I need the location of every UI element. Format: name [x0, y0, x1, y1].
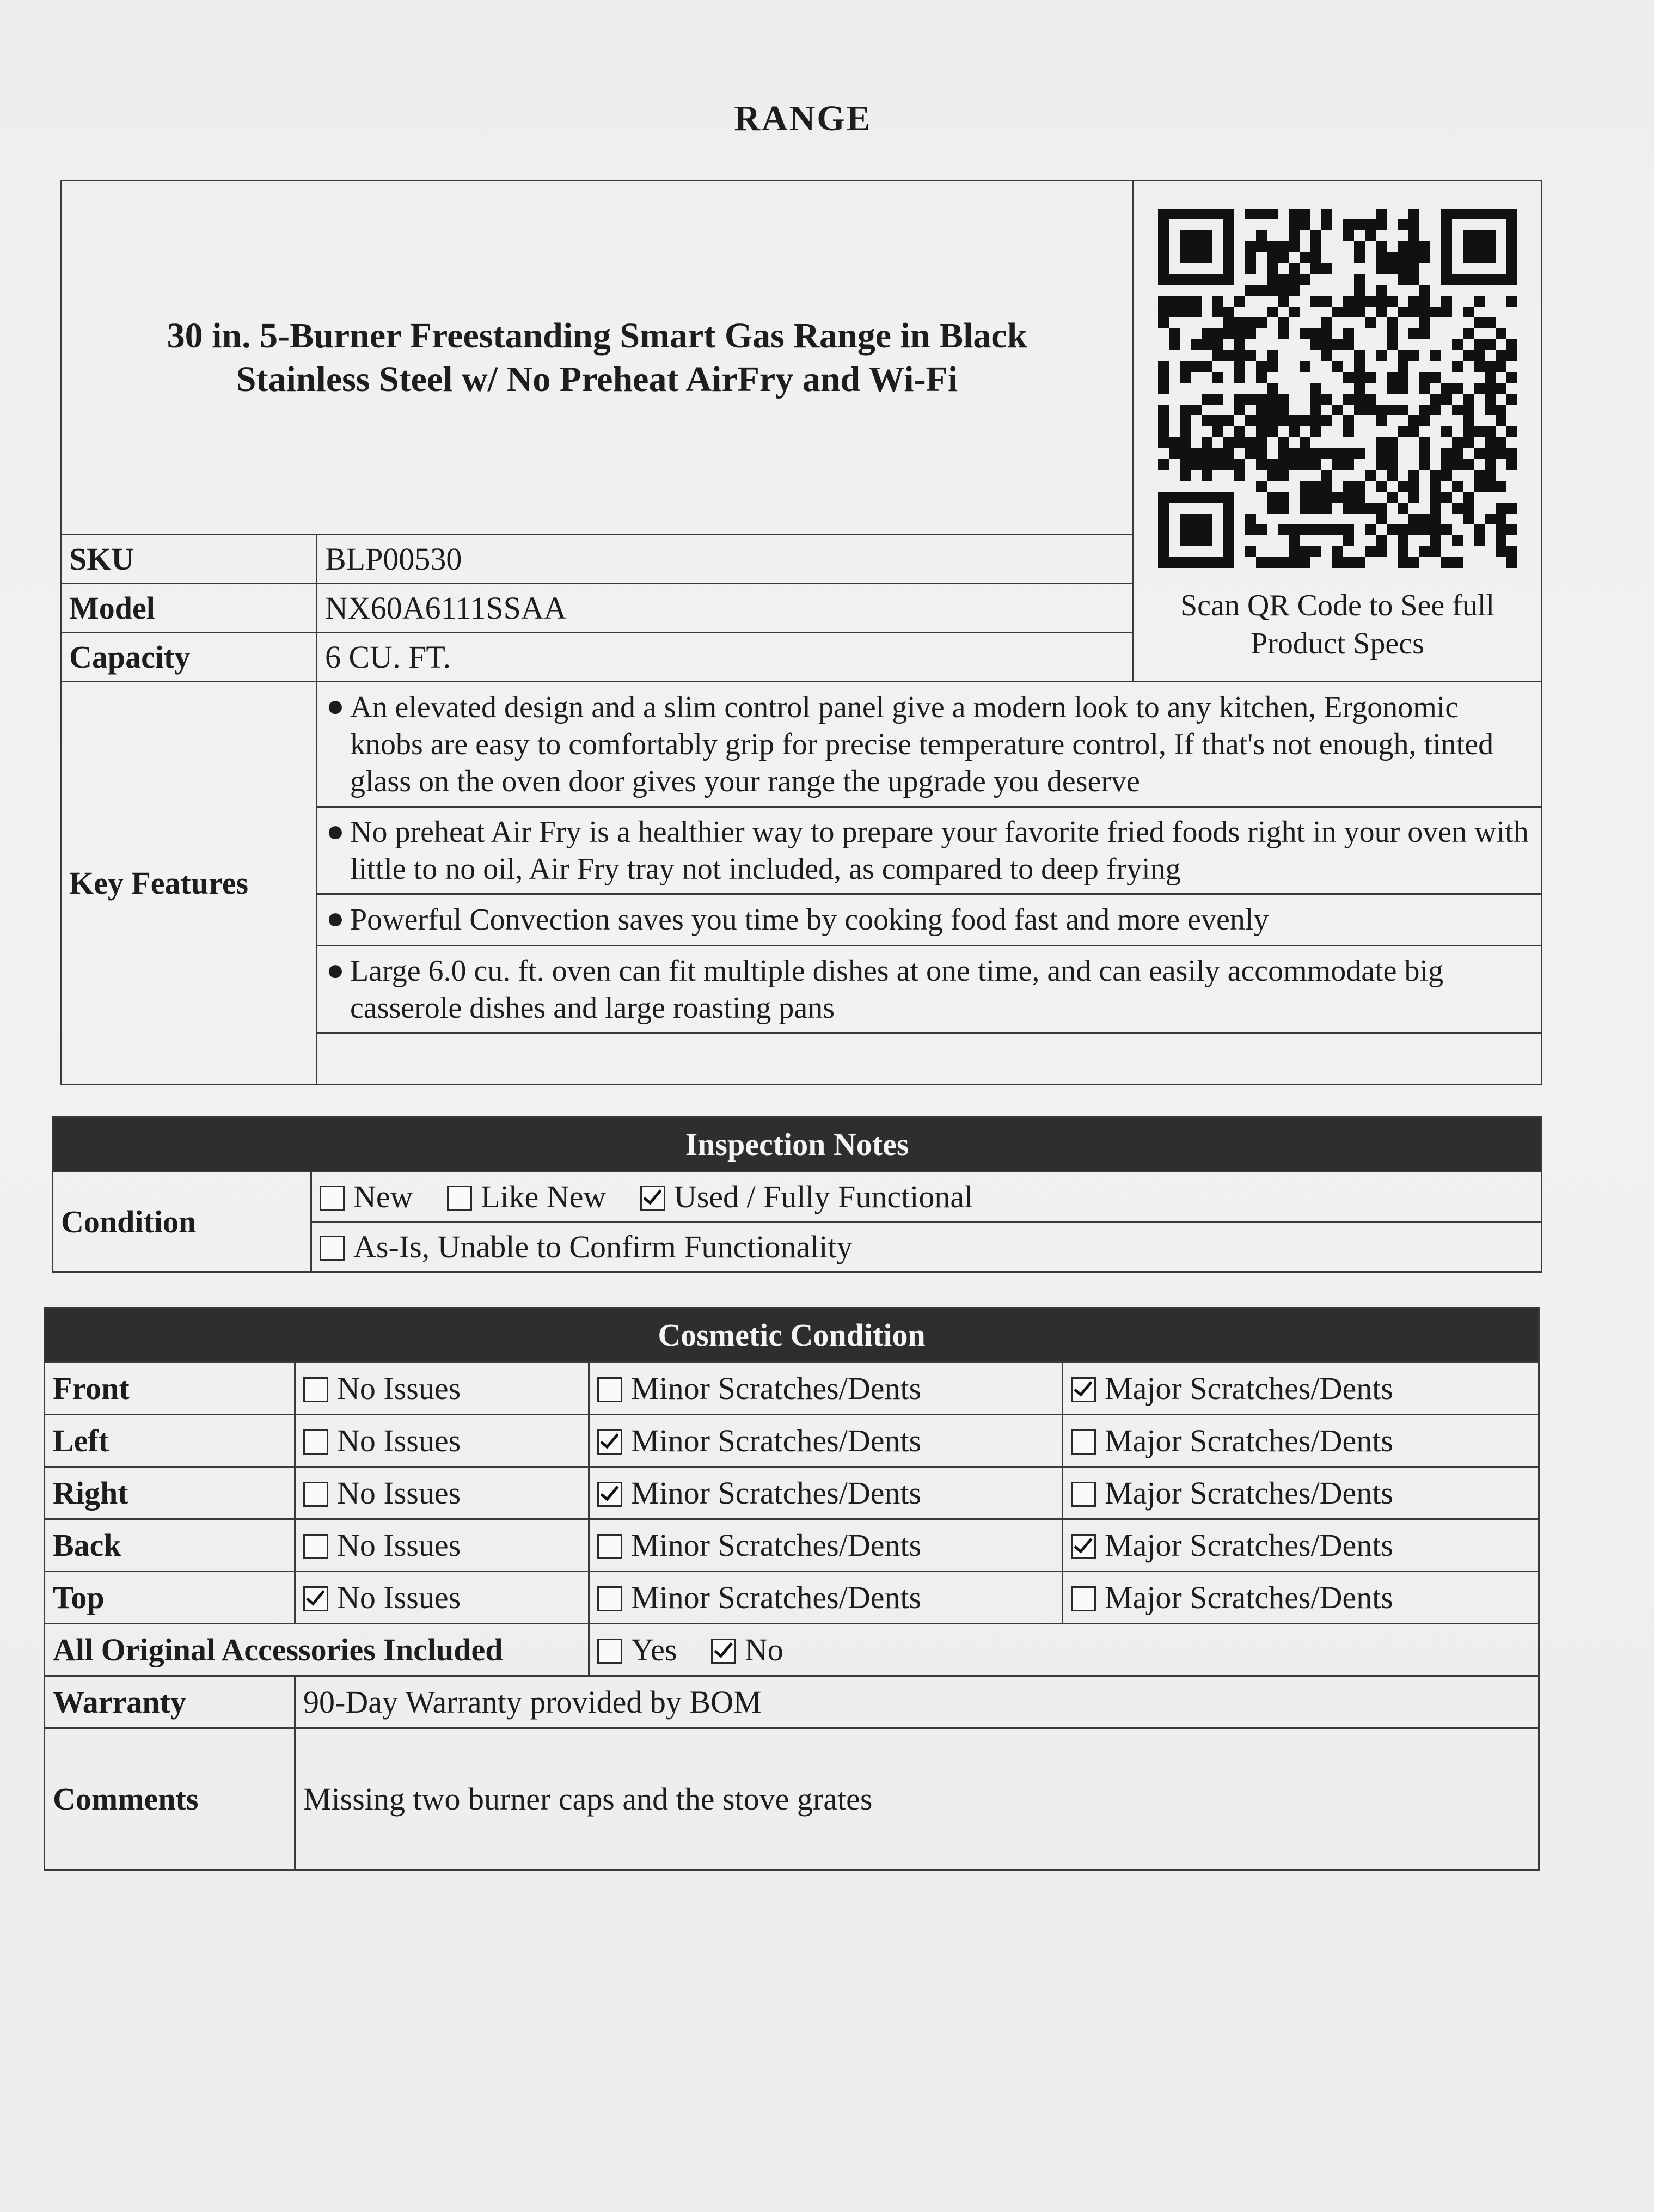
- key-feature-text: Powerful Convection saves you time by cooking food fast and more evenly: [350, 903, 1269, 937]
- condition-as-is-option[interactable]: [320, 1229, 853, 1264]
- accessories-yes-label: Yes: [631, 1632, 677, 1667]
- condition-used-label: Used / Fully Functional: [673, 1179, 973, 1214]
- option-label: Major Scratches/Dents: [1105, 1371, 1393, 1406]
- checkbox-new[interactable]: [320, 1186, 345, 1211]
- qr-code[interactable]: [1158, 209, 1517, 568]
- checkbox-front-none[interactable]: [303, 1377, 328, 1402]
- key-feature-item: [317, 894, 1542, 946]
- product-title-line1: 30 in. 5-Burner Freestanding Smart Gas Range in Black: [167, 315, 1027, 356]
- checkbox-front-minor[interactable]: [597, 1377, 622, 1402]
- option-label: Major Scratches/Dents: [1105, 1580, 1393, 1615]
- condition-label: Condition: [53, 1172, 311, 1272]
- condition-options-row: [311, 1172, 1542, 1222]
- checkbox-accessories-no[interactable]: [711, 1639, 736, 1664]
- accessories-label: All Original Accessories Included: [45, 1624, 589, 1676]
- checkbox-top-major[interactable]: [1071, 1586, 1096, 1611]
- option-label: No Issues: [337, 1527, 461, 1563]
- capacity-value: 6 CU. FT.: [317, 633, 1134, 682]
- option-label: Major Scratches/Dents: [1105, 1527, 1393, 1563]
- condition-as-is-label: As-Is, Unable to Confirm Functionality: [353, 1229, 853, 1264]
- bullet-icon: ●: [326, 902, 345, 936]
- option-label: Minor Scratches/Dents: [631, 1423, 922, 1458]
- key-feature-text: An elevated design and a slim control panel give a modern look to any kitchen, Ergonomic knobs are easy to comfortably grip for precise temperature control, If that's not enough, tinted glass on the oven door gives your range the upgrade you deserve: [350, 690, 1494, 798]
- condition-like-new-option[interactable]: [447, 1179, 606, 1214]
- key-feature-empty: [317, 1033, 1542, 1085]
- capacity-label: Capacity: [61, 633, 317, 682]
- bullet-icon: ●: [326, 954, 345, 987]
- condition-as-is-row: [311, 1222, 1542, 1272]
- checkbox-left-minor[interactable]: [597, 1429, 622, 1455]
- key-feature-item: [317, 682, 1542, 807]
- key-feature-item: [317, 807, 1542, 894]
- inspection-table: [52, 1116, 1542, 1273]
- checkbox-used[interactable]: [640, 1186, 665, 1211]
- option-label: Minor Scratches/Dents: [631, 1580, 922, 1615]
- qr-caption-line1: Scan QR Code to See full: [1180, 589, 1495, 622]
- accessories-yes-option[interactable]: [597, 1632, 677, 1667]
- checkbox-right-minor[interactable]: [597, 1482, 622, 1507]
- product-title-line2: Stainless Steel w/ No Preheat AirFry and Wi-Fi: [236, 359, 958, 399]
- checkbox-back-major[interactable]: [1071, 1534, 1096, 1559]
- option-label: No Issues: [337, 1423, 461, 1458]
- option-label: Minor Scratches/Dents: [631, 1475, 922, 1511]
- checkbox-back-minor[interactable]: [597, 1534, 622, 1559]
- key-feature-text: Large 6.0 cu. ft. oven can fit multiple dishes at one time, and can easily accommodate big casserole dishes and large roasting pans: [350, 954, 1444, 1025]
- cosmetic-row-right: [45, 1467, 1539, 1519]
- right-label: Right: [45, 1467, 295, 1519]
- option-label: Minor Scratches/Dents: [631, 1371, 922, 1406]
- checkbox-left-none[interactable]: [303, 1429, 328, 1455]
- key-feature-item: [317, 946, 1542, 1033]
- cosmetic-table: [44, 1307, 1540, 1871]
- checkbox-front-major[interactable]: [1071, 1377, 1096, 1402]
- condition-used-option[interactable]: [640, 1179, 973, 1214]
- bullet-icon: ●: [326, 689, 345, 723]
- top-label: Top: [45, 1572, 295, 1624]
- option-label: No Issues: [337, 1475, 461, 1511]
- condition-like-new-label: Like New: [481, 1179, 607, 1214]
- warranty-value: 90-Day Warranty provided by BOM: [295, 1676, 1539, 1728]
- accessories-no-label: No: [744, 1632, 783, 1667]
- checkbox-back-none[interactable]: [303, 1534, 328, 1559]
- checkbox-top-none[interactable]: [303, 1586, 328, 1611]
- product-title: [61, 181, 1134, 535]
- checkbox-right-major[interactable]: [1071, 1482, 1096, 1507]
- cosmetic-row-front: [45, 1362, 1539, 1415]
- option-label: No Issues: [337, 1580, 461, 1615]
- inspection-header: Inspection Notes: [53, 1117, 1542, 1172]
- checkbox-as-is[interactable]: [320, 1236, 345, 1261]
- condition-new-option[interactable]: [320, 1179, 413, 1214]
- checkbox-accessories-yes[interactable]: [597, 1639, 622, 1664]
- checkbox-left-major[interactable]: [1071, 1429, 1096, 1455]
- qr-code-cell: [1134, 181, 1542, 682]
- warranty-row: [45, 1676, 1539, 1728]
- checkbox-right-none[interactable]: [303, 1482, 328, 1507]
- bullet-icon: ●: [326, 815, 345, 848]
- checkbox-like-new[interactable]: [447, 1186, 472, 1211]
- accessories-row: [45, 1624, 1539, 1676]
- qr-caption: [1145, 586, 1530, 663]
- comments-row: [45, 1728, 1539, 1870]
- qr-caption-line2: Product Specs: [1251, 627, 1424, 661]
- checkbox-top-minor[interactable]: [597, 1586, 622, 1611]
- model-label: Model: [61, 584, 317, 633]
- option-label: Minor Scratches/Dents: [631, 1527, 922, 1563]
- key-features-label: Key Features: [61, 682, 317, 1085]
- cosmetic-row-top: [45, 1572, 1539, 1624]
- left-label: Left: [45, 1415, 295, 1467]
- key-feature-text: No preheat Air Fry is a healthier way to prepare your favorite fried foods right in your oven with little to no oil, Air Fry tray not included, as compared to deep frying: [350, 815, 1529, 886]
- sku-value: BLP00530: [317, 535, 1134, 584]
- option-label: No Issues: [337, 1371, 461, 1406]
- model-value: NX60A6111SSAA: [317, 584, 1134, 633]
- condition-new-label: New: [353, 1179, 413, 1214]
- comments-value: Missing two burner caps and the stove grates: [295, 1728, 1539, 1870]
- product-table: [60, 180, 1542, 1085]
- warranty-label: Warranty: [45, 1676, 295, 1728]
- cosmetic-row-back: [45, 1519, 1539, 1572]
- option-label: Major Scratches/Dents: [1105, 1475, 1393, 1511]
- cosmetic-row-left: [45, 1415, 1539, 1467]
- sku-label: SKU: [61, 535, 317, 584]
- comments-label: Comments: [45, 1728, 295, 1870]
- front-label: Front: [45, 1362, 295, 1415]
- option-label: Major Scratches/Dents: [1105, 1423, 1393, 1458]
- back-label: Back: [45, 1519, 295, 1572]
- page-title: RANGE: [734, 99, 872, 138]
- accessories-no-option[interactable]: [711, 1632, 783, 1667]
- cosmetic-header: Cosmetic Condition: [45, 1308, 1539, 1362]
